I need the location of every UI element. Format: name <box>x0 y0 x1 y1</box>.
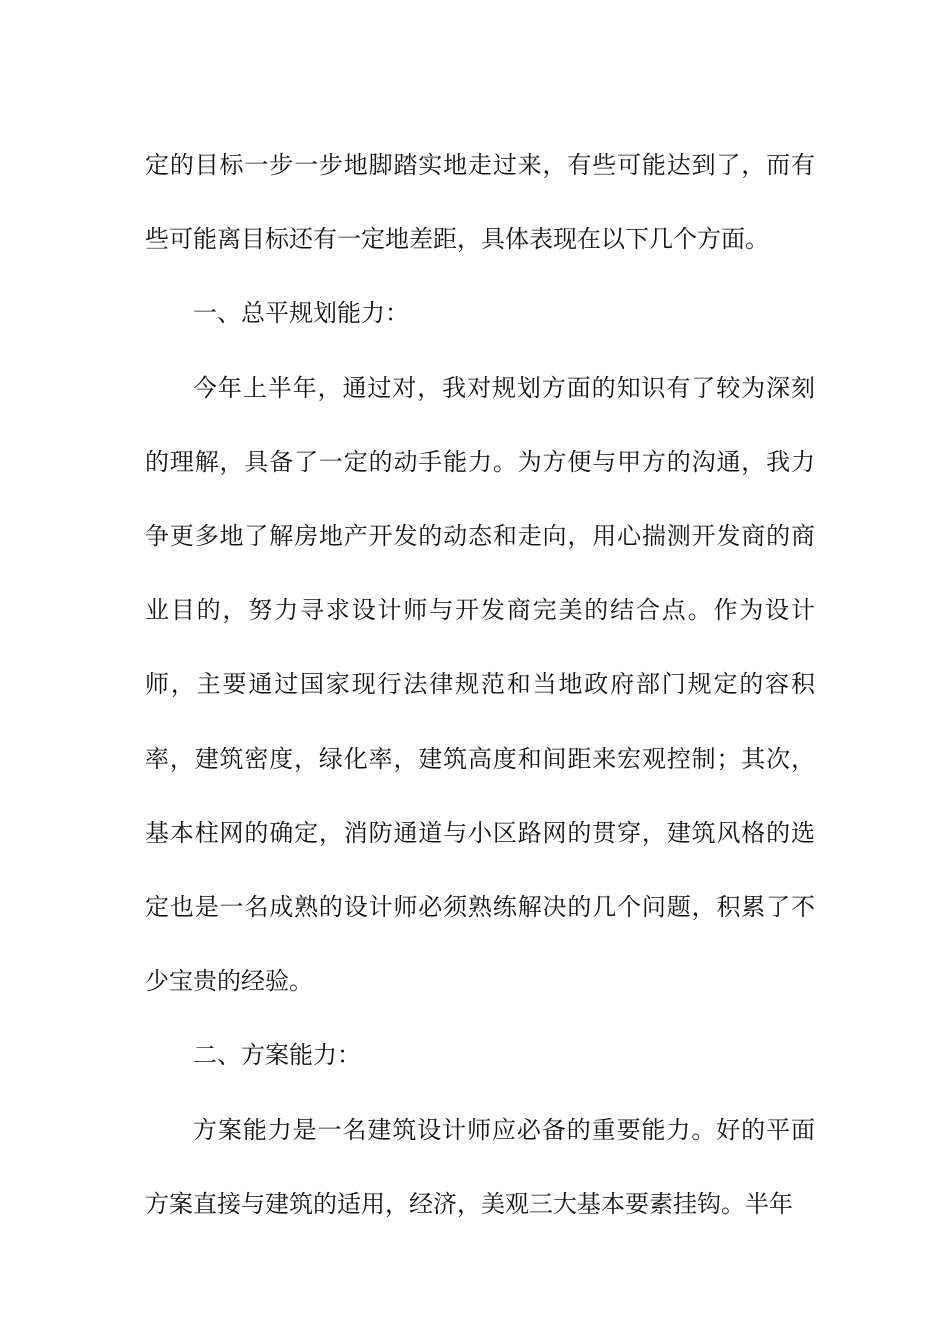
section-heading-planning: 一、总平规划能力： <box>193 299 409 328</box>
section-heading-scheme: 二、方案能力： <box>193 1041 361 1070</box>
paragraph-planning: 今年上半年，通过对，我对规划方面的知识有了较为深刻的理解，具备了一定的动手能力。为方便与甲方的沟通，我力争更多地了解房地产开发的动态和走向，用心揣测开发商的商业目的，努力寻求设计师与开发商完美的结合点。作为设计师，主要通过国家现行法律规范和当地政府部门规定的容积率，建筑密度，绿化率，建筑高度和间距来宏观控制；其次，基本柱网的确定，消防通道与小区路网的贯穿，建筑风格的选定也是一名成熟的设计师必须熟练解决的几个问题，积累了不少宝贵的经验。 <box>145 373 815 996</box>
paragraph-scheme: 方案能力是一名建筑设计师应必备的重要能力。好的平面方案直接与建筑的适用，经济，美观三大基本要素挂钩。半年 <box>145 1115 815 1218</box>
document-body <box>145 128 815 1241</box>
paragraph-continuation: 定的目标一步一步地脚踏实地走过来，有些可能达到了，而有些可能离目标还有一定地差距，具体表现在以下几个方面。 <box>145 151 815 254</box>
